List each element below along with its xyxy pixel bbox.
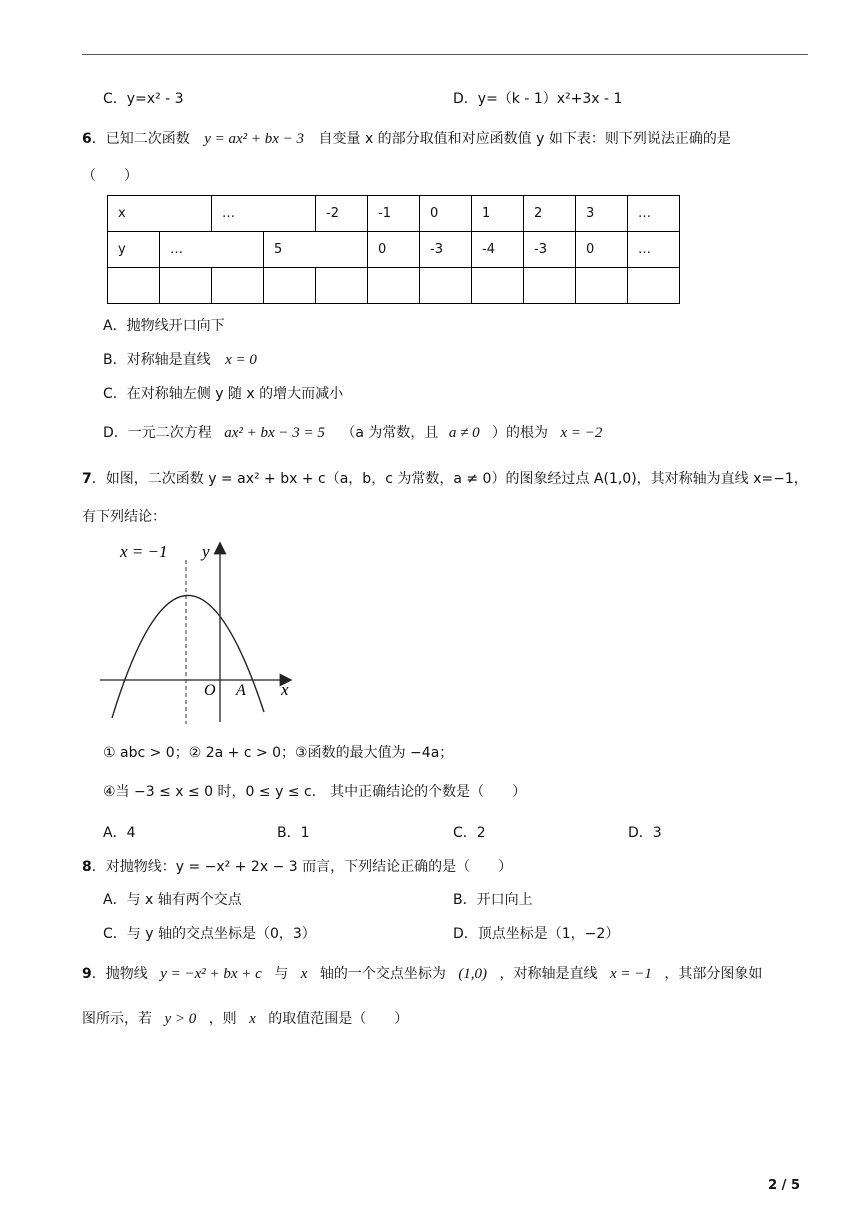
q8-number: 8 — [82, 859, 92, 875]
table-row: x … -2 -1 0 1 2 3 … — [108, 196, 680, 232]
q7-option-d: D．3 — [628, 825, 662, 841]
q7-stem-line1: 7．如图，二次函数 y = ax² + bx + c（a，b，c 为常数，a ≠ 0）的图象经过点 A(1,0)，其对称轴为直线 x=−1， — [82, 471, 808, 487]
q7-conclusions-2: ④当 −3 ≤ x ≤ 0 时，0 ≤ y ≤ c． 其中正确结论的个数是（ ） — [103, 784, 527, 800]
q6-number: 6 — [82, 131, 92, 147]
q6-stem: 6．已知二次函数 y = ax² + bx − 3 自变量 x 的部分取值和对应函数值 y 如下表：则下列说法正确的是 — [82, 131, 731, 147]
q5-option-d: D．y=（k ‑ 1）x²+3x ‑ 1 — [453, 91, 623, 107]
q7-option-b: B．1 — [277, 825, 310, 841]
parabola-curve — [112, 595, 264, 718]
point-a-label: A — [236, 682, 246, 699]
table-row — [108, 268, 680, 304]
table-row: y … 5 0 -3 -4 -3 0 … — [108, 232, 680, 268]
x-axis-label: x — [281, 680, 289, 699]
q6-function: y = ax² + bx − 3 — [204, 131, 305, 147]
q8-option-d: D．顶点坐标是（1，−2） — [453, 926, 620, 942]
q7-option-a: A．4 — [103, 825, 136, 841]
q6-value-table — [107, 195, 680, 304]
q8-option-b: B．开口向上 — [453, 892, 533, 908]
q8-stem: 8．对抛物线：y = −x² + 2x − 3 而言，下列结论正确的是（ ） — [82, 859, 513, 875]
q7-stem-line2: 有下列结论： — [82, 509, 166, 525]
q7-parabola-graph — [98, 538, 298, 724]
y-axis-label: y — [202, 542, 210, 561]
page-number: 2 / 5 — [768, 1178, 800, 1193]
q6-paren: （ ） — [82, 168, 138, 184]
q6-option-b: B．对称轴是直线 x = 0 — [103, 352, 257, 368]
q9-number: 9 — [82, 966, 92, 982]
q7-number: 7 — [82, 471, 92, 487]
origin-label: O — [204, 682, 216, 699]
q7-option-c: C．2 — [453, 825, 486, 841]
header-rule — [82, 54, 808, 55]
q8-option-c: C．与 y 轴的交点坐标是（0，3） — [103, 926, 316, 942]
q8-option-a: A．与 x 轴有两个交点 — [103, 892, 242, 908]
q6-option-d: D．一元二次方程 ax² + bx − 3 = 5 （a 为常数，且 a ≠ 0 ）的根为 x = −2 — [103, 425, 603, 441]
symmetry-axis-label: x = −1 — [120, 542, 168, 561]
q6-option-a: A．抛物线开口向下 — [103, 318, 225, 334]
q5-option-c: C．y=x² ‑ 3 — [103, 91, 184, 107]
q9-stem-line2: 图所示，若 y > 0 ，则 x 的取值范围是（ ） — [82, 1011, 409, 1027]
q9-stem-line1: 9．抛物线 y = −x² + bx + c 与 x 轴的一个交点坐标为 (1,0) ，对称轴是直线 x = −1 ，其部分图象如 — [82, 966, 763, 982]
q7-conclusions-1: ① abc > 0；② 2a + c > 0；③函数的最大值为 −4a； — [103, 745, 454, 761]
q6-option-c: C．在对称轴左侧 y 随 x 的增大而减小 — [103, 386, 344, 402]
